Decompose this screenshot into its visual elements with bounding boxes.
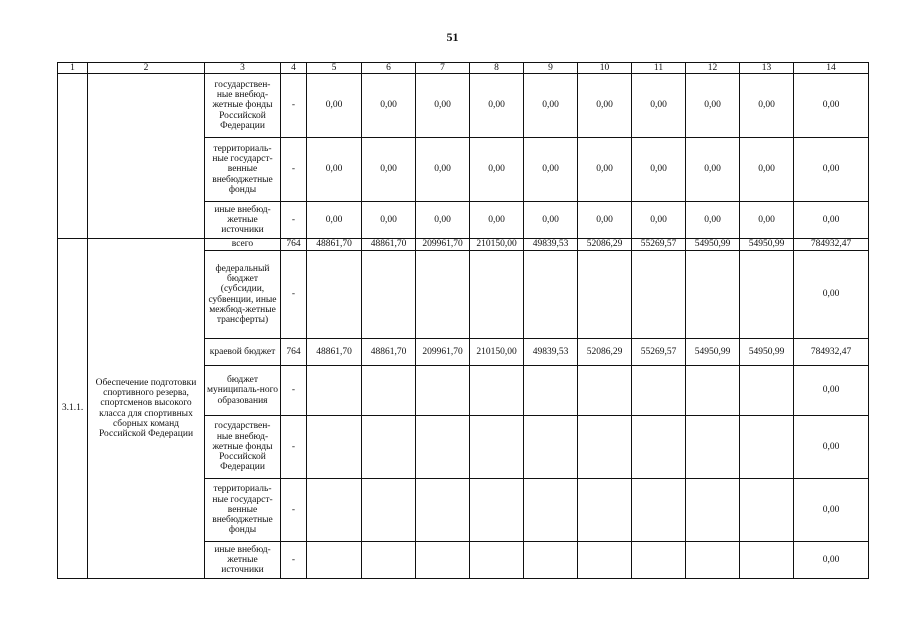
table-row [58,74,869,138]
column-header: 14 [794,63,869,74]
value-cell [470,542,524,579]
code-cell [58,74,88,239]
value-cell [307,416,362,479]
value-cell [524,366,578,416]
value-cell: 0,00 [578,138,632,202]
header-row [58,63,869,74]
value-cell [416,251,470,339]
value-cell [416,416,470,479]
value-cell: 0,00 [362,74,416,138]
value-cell [686,479,740,542]
value-cell [686,542,740,579]
value-cell: 0,00 [578,202,632,239]
value-cell: 209961,70 [416,339,470,366]
value-cell: 55269,57 [632,239,686,251]
value-cell: 210150,00 [470,339,524,366]
column-header: 13 [740,63,794,74]
value-cell: 52086,29 [578,339,632,366]
code-cell: 3.1.1. [58,239,88,579]
value-cell: 0,00 [416,202,470,239]
value-cell: 0,00 [307,202,362,239]
value-cell [362,416,416,479]
column-header: 6 [362,63,416,74]
column-4-cell: - [281,479,307,542]
value-cell [307,251,362,339]
table-row [58,239,869,251]
value-cell [416,479,470,542]
value-cell [632,366,686,416]
value-cell: 0,00 [740,202,794,239]
value-cell: 0,00 [794,479,869,542]
value-cell [578,542,632,579]
value-cell: 49839,53 [524,239,578,251]
column-4-cell: - [281,542,307,579]
value-cell: 0,00 [794,416,869,479]
value-cell: 210150,00 [470,239,524,251]
value-cell [740,416,794,479]
column-header: 8 [470,63,524,74]
value-cell [740,479,794,542]
column-4-cell: - [281,251,307,339]
value-cell [524,416,578,479]
value-cell: 0,00 [632,74,686,138]
value-cell [307,366,362,416]
value-cell: 55269,57 [632,339,686,366]
column-header: 9 [524,63,578,74]
value-cell: 0,00 [524,202,578,239]
page-number: 51 [446,30,459,44]
value-cell: 54950,99 [686,239,740,251]
column-header: 7 [416,63,470,74]
column-header: 1 [58,63,88,74]
budget-table [57,62,869,579]
value-cell: 0,00 [740,74,794,138]
value-cell: 0,00 [794,542,869,579]
column-header: 2 [88,63,205,74]
value-cell: 0,00 [416,74,470,138]
value-cell [416,366,470,416]
value-cell [686,251,740,339]
value-cell [470,366,524,416]
value-cell [307,542,362,579]
value-cell: 0,00 [686,74,740,138]
column-4-cell: 764 [281,339,307,366]
value-cell [524,251,578,339]
value-cell [578,366,632,416]
funding-source-cell: иные внебюд-жетные источники [205,202,281,239]
value-cell [686,416,740,479]
column-header: 12 [686,63,740,74]
funding-source-cell: всего [205,239,281,251]
value-cell: 0,00 [794,251,869,339]
column-header: 5 [307,63,362,74]
value-cell [362,366,416,416]
column-header: 10 [578,63,632,74]
funding-source-cell: территориаль-ные государст-венные внебюджетные фонды [205,479,281,542]
value-cell: 0,00 [524,138,578,202]
funding-source-cell: иные внебюд-жетные источники [205,542,281,579]
funding-source-cell: территориаль-ные государст-венные внебюджетные фонды [205,138,281,202]
value-cell [524,479,578,542]
value-cell: 0,00 [794,202,869,239]
value-cell [632,479,686,542]
value-cell: 0,00 [632,202,686,239]
value-cell: 0,00 [307,138,362,202]
value-cell [307,479,362,542]
value-cell: 784932,47 [794,239,869,251]
value-cell [578,251,632,339]
funding-source-cell: краевой бюджет [205,339,281,366]
value-cell: 0,00 [362,202,416,239]
value-cell: 0,00 [794,138,869,202]
column-4-cell: 764 [281,239,307,251]
value-cell [470,251,524,339]
value-cell: 0,00 [470,202,524,239]
value-cell: 0,00 [416,138,470,202]
value-cell [362,479,416,542]
funding-source-cell: государствен-ные внебюд-жетные фонды Российской Федерации [205,416,281,479]
value-cell: 52086,29 [578,239,632,251]
column-4-cell: - [281,202,307,239]
value-cell [740,366,794,416]
funding-source-cell: федеральный бюджет (субсидии, субвенции, иные межбюд-жетные трансферты) [205,251,281,339]
value-cell: 0,00 [632,138,686,202]
value-cell: 0,00 [362,138,416,202]
value-cell: 0,00 [470,74,524,138]
value-cell: 0,00 [578,74,632,138]
funding-source-cell: бюджет муниципаль-ного образования [205,366,281,416]
value-cell: 0,00 [470,138,524,202]
value-cell [740,542,794,579]
value-cell [686,366,740,416]
value-cell: 48861,70 [307,339,362,366]
value-cell: 49839,53 [524,339,578,366]
value-cell [740,251,794,339]
value-cell: 54950,99 [740,239,794,251]
name-cell [88,74,205,239]
value-cell: 0,00 [740,138,794,202]
column-header: 11 [632,63,686,74]
value-cell: 48861,70 [362,239,416,251]
value-cell [470,416,524,479]
value-cell: 0,00 [794,74,869,138]
value-cell: 0,00 [307,74,362,138]
column-4-cell: - [281,138,307,202]
value-cell [578,479,632,542]
value-cell [632,542,686,579]
column-4-cell: - [281,74,307,138]
value-cell: 48861,70 [362,339,416,366]
value-cell [524,542,578,579]
value-cell: 48861,70 [307,239,362,251]
column-header: 4 [281,63,307,74]
value-cell: 0,00 [794,366,869,416]
value-cell [578,416,632,479]
value-cell [470,479,524,542]
value-cell: 0,00 [686,202,740,239]
value-cell: 0,00 [524,74,578,138]
value-cell: 54950,99 [686,339,740,366]
value-cell: 209961,70 [416,239,470,251]
value-cell [362,542,416,579]
value-cell: 784932,47 [794,339,869,366]
column-4-cell: - [281,416,307,479]
column-header: 3 [205,63,281,74]
value-cell: 54950,99 [740,339,794,366]
value-cell [632,416,686,479]
value-cell [632,251,686,339]
funding-source-cell: государствен-ные внебюд-жетные фонды Российской Федерации [205,74,281,138]
name-cell: Обеспечение подготовки спортивного резерва, спортсменов высокого класса для спортивных сборных команд Российской Федерации [88,239,205,579]
value-cell: 0,00 [686,138,740,202]
value-cell [362,251,416,339]
column-4-cell: - [281,366,307,416]
value-cell [416,542,470,579]
